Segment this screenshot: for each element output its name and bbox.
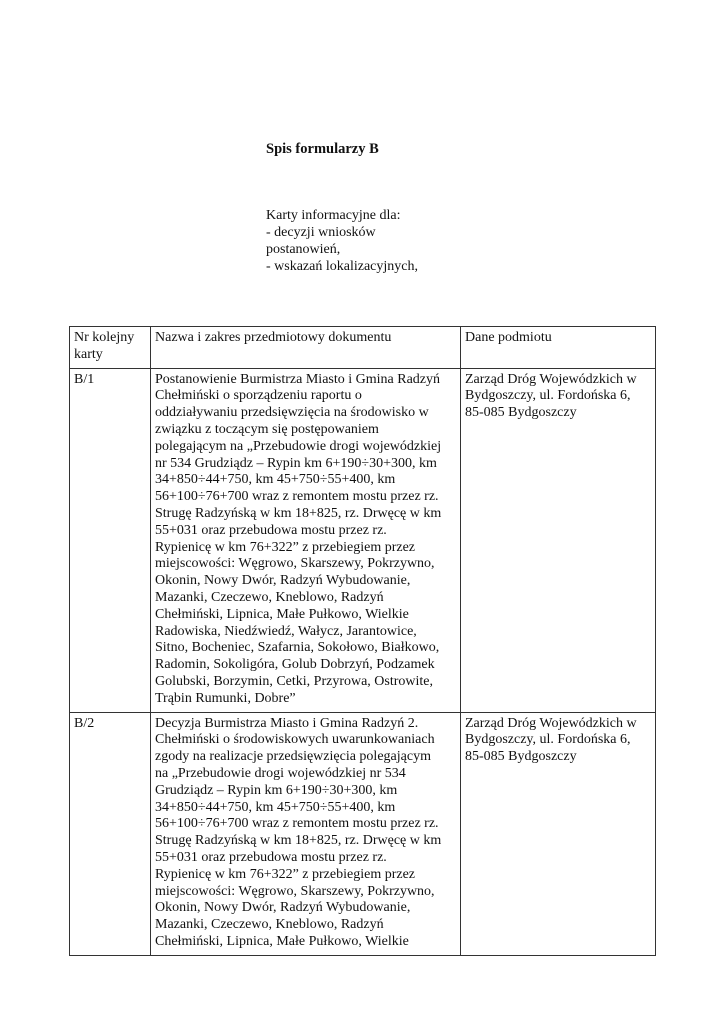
intro-line: - wskazań lokalizacyjnych, [266, 259, 418, 274]
forms-table [69, 326, 656, 956]
row-number: B/2 [70, 712, 151, 955]
document-title: Spis formularzy B [266, 141, 379, 157]
table-row [70, 368, 656, 712]
intro-block [266, 207, 566, 275]
intro-line: postanowień, [266, 242, 341, 257]
intro-line: Karty informacyjne dla: [266, 208, 401, 223]
table-row [70, 712, 656, 955]
row-number: B/1 [70, 368, 151, 712]
row-description: Decyzja Burmistrza Miasto i Gmina Radzyń 2. Chełmiński o środowiskowych uwarunkowaniach zgody na realizacje przedsięwzięcia polegającym na „Przebudowie drogi wojewódzkiej nr 534 Grudziądz – Rypin km 6+190÷30+300, km 34+850÷44+750, km 45+750÷55+400, km 56+100÷76+700 wraz z remontem mostu przez rz. Strugę Radzyńską w km 18+825, rz. Drwęcę w km 55+031 oraz przebudowa mostu przez rz. Rypienicę w km 76+322” z przebiegiem przez miejscowości: Węgrowo, Skarszewy, Pokrzywno, Okonin, Nowy Dwór, Radzyń Wybudowanie, Mazanki, Czeczewo, Kneblowo, Radzyń Chełmiński, Lipnica, Małe Pułkowo, Wielkie [151, 712, 461, 955]
row-entity: Zarząd Dróg Wojewódzkich w Bydgoszczy, ul. Fordońska 6, 85-085 Bydgoszczy [461, 368, 656, 712]
header-number: Nr kolejny karty [70, 327, 151, 369]
table-header-row [70, 327, 656, 369]
header-entity: Dane podmiotu [461, 327, 656, 369]
row-entity: Zarząd Dróg Wojewódzkich w Bydgoszczy, ul. Fordońska 6, 85-085 Bydgoszczy [461, 712, 656, 955]
header-description: Nazwa i zakres przedmiotowy dokumentu [151, 327, 461, 369]
row-description: Postanowienie Burmistrza Miasto i Gmina Radzyń Chełmiński o sporządzeniu raportu o oddziaływaniu przedsięwzięcia na środowisko w związku z toczącym się postępowaniem polegającym na „Przebudowie drogi wojewódzkiej nr 534 Grudziądz – Rypin km 6+190÷30+300, km 34+850÷44+750, km 45+750÷55+400, km 56+100÷76+700 wraz z remontem mostu przez rz. Strugę Radzyńską w km 18+825, rz. Drwęcę w km 55+031 oraz przebudowa mostu przez rz. Rypienicę w km 76+322” z przebiegiem przez miejscowości: Węgrowo, Skarszewy, Pokrzywno, Okonin, Nowy Dwór, Radzyń Wybudowanie, Mazanki, Czeczewo, Kneblowo, Radzyń Chełmiński, Lipnica, Małe Pułkowo, Wielkie Radowiska, Niedźwiedź, Wałycz, Jarantowice, Sitno, Bocheniec, Szafarnia, Sokołowo, Białkowo, Radomin, Sokoligóra, Golub Dobrzyń, Podzamek Golubski, Borzymin, Cetki, Przyrowa, Ostrowite, Trąbin Rumunki, Dobre” [151, 368, 461, 712]
intro-line: - decyzji wniosków [266, 225, 376, 240]
